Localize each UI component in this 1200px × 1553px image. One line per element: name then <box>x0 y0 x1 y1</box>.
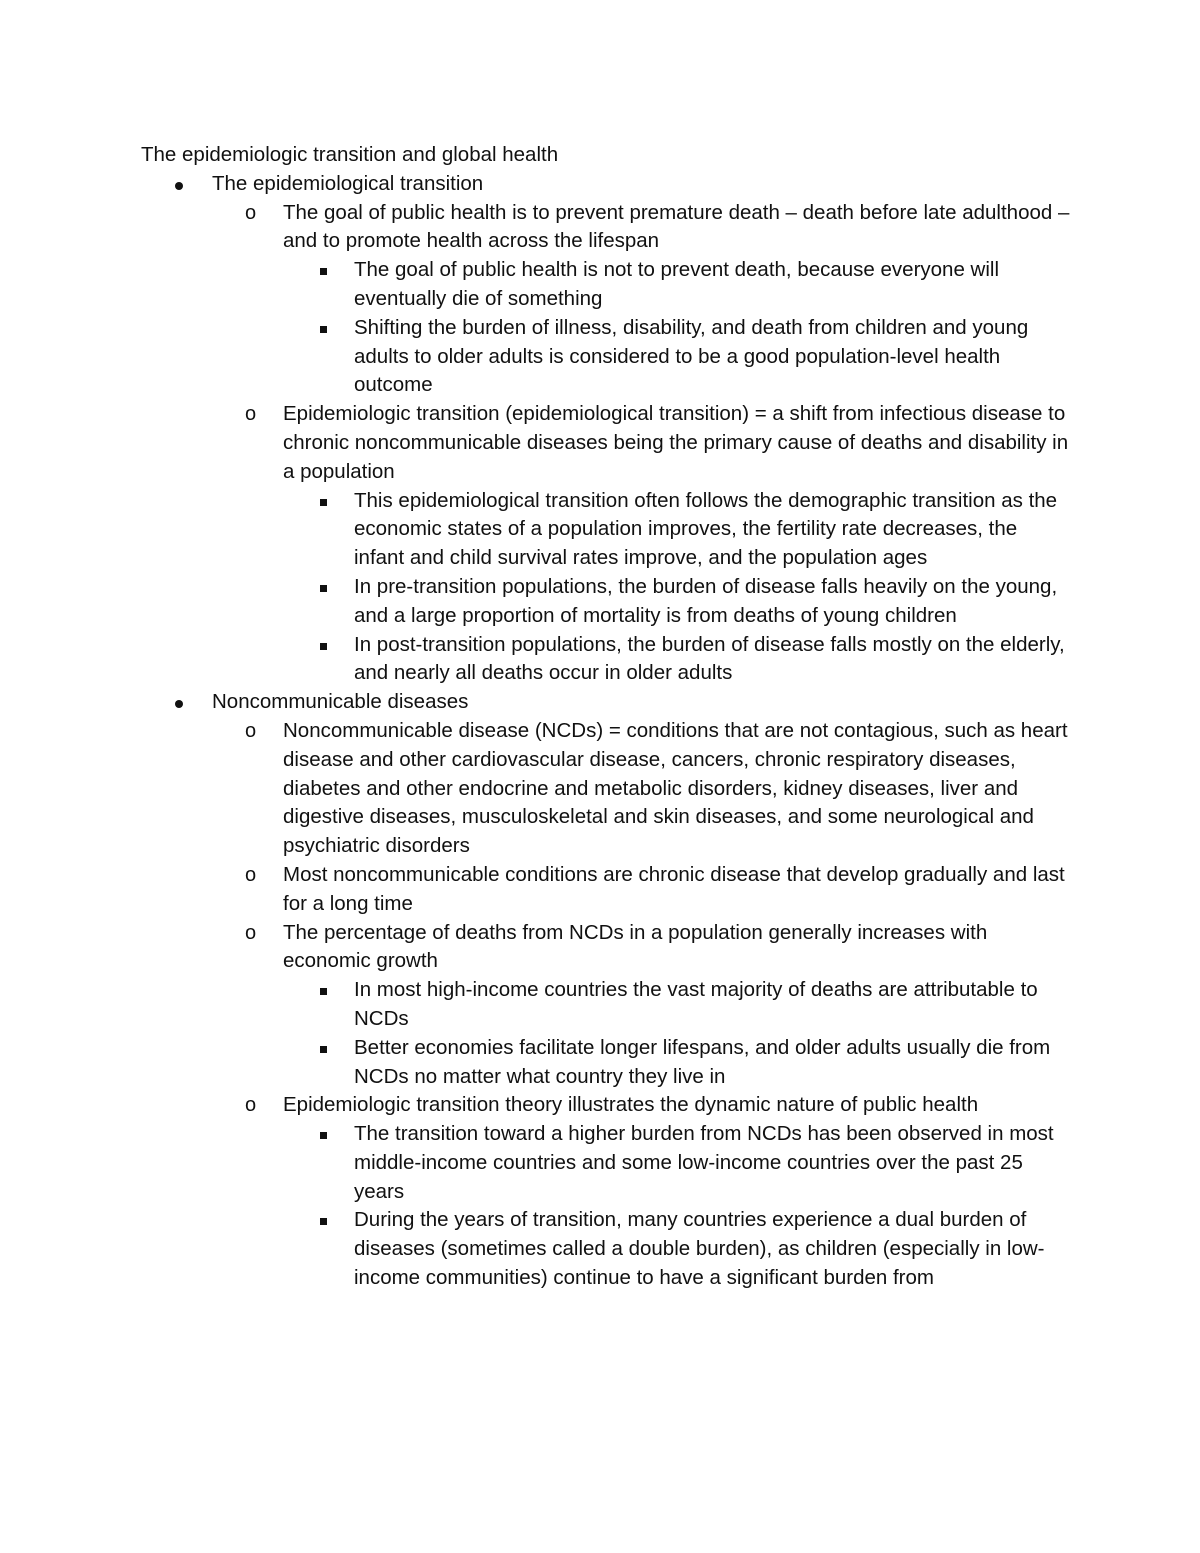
point-item <box>212 717 1071 861</box>
circle-bullet-icon: o <box>245 863 257 886</box>
point-list <box>212 717 1071 1293</box>
subpoint-item <box>283 1034 1071 1092</box>
section-list <box>141 170 1071 1293</box>
subpoint-item <box>283 631 1071 689</box>
point-text: Epidemiologic transition theory illustrates the dynamic nature of public health <box>283 1093 979 1117</box>
point-text: Epidemiologic transition (epidemiological transition) = a shift from infectious disease to chronic noncommunicable diseases being the primary cause of deaths and disability in a population <box>283 402 1069 483</box>
subpoint-item <box>283 1206 1071 1292</box>
subpoint-text: This epidemiological transition often follows the demographic transition as the economic states of a population improves, the fertility rate decreases, the infant and child survival rates improve, and the population ages <box>354 488 1058 570</box>
square-bullet-icon <box>320 268 327 275</box>
section-heading: The epidemiological transition <box>212 171 484 195</box>
square-bullet-icon <box>320 326 327 333</box>
circle-bullet-icon: o <box>245 403 257 426</box>
subpoint-list <box>283 487 1071 689</box>
subpoint-text: In pre-transition populations, the burden of disease falls heavily on the young, and a large proportion of mortality is from deaths of young children <box>354 574 1058 627</box>
subpoint-text: Shifting the burden of illness, disability, and death from children and young adults to older adults is considered to be a good population-level health outcome <box>354 315 1029 397</box>
subpoint-text: The goal of public health is not to prevent death, because everyone will eventually die of something <box>354 258 1000 310</box>
circle-bullet-icon: o <box>245 921 257 944</box>
section-heading: Noncommunicable diseases <box>212 690 469 714</box>
circle-bullet-icon: o <box>245 719 257 742</box>
subpoint-item <box>283 976 1071 1034</box>
subpoint-text: During the years of transition, many countries experience a dual burden of diseases (sometimes called a double burden), as children (especially in low-income communities) continue to have a significant burden from <box>354 1208 1045 1290</box>
subpoint-text: In post-transition populations, the burden of disease falls mostly on the elderly, and nearly all deaths occur in older adults <box>354 632 1065 685</box>
square-bullet-icon <box>320 1218 327 1225</box>
point-text: The percentage of deaths from NCDs in a population generally increases with economic growth <box>283 920 988 973</box>
point-item <box>212 919 1071 1092</box>
circle-bullet-icon: o <box>245 1094 257 1117</box>
circle-bullet-icon: o <box>245 201 257 224</box>
document-body <box>141 141 1071 1293</box>
subpoint-item <box>283 573 1071 631</box>
point-item <box>212 1091 1071 1293</box>
square-bullet-icon <box>320 499 327 506</box>
section-item <box>141 688 1071 1293</box>
point-item <box>212 400 1071 688</box>
subpoint-list <box>283 1120 1071 1293</box>
point-item <box>212 199 1071 401</box>
subpoint-list <box>283 976 1071 1091</box>
document-title: The epidemiologic transition and global health <box>141 143 559 166</box>
square-bullet-icon <box>320 643 327 650</box>
point-text: Noncommunicable disease (NCDs) = conditions that are not contagious, such as heart disease and other cardiovascular disease, cancers, chronic respiratory diseases, diabetes and other endocrine and metabolic disorders, kidney diseases, liver and digestive diseases, musculoskeletal and skin diseases, and some neurological and psychiatric disorders <box>283 718 1068 858</box>
disc-bullet-icon <box>175 182 183 190</box>
point-item <box>212 861 1071 919</box>
point-text: The goal of public health is to prevent premature death – death before late adulthood – and to promote health across the lifespan <box>283 200 1070 253</box>
subpoint-text: Better economies facilitate longer lifespans, and older adults usually die from NCDs no matter what country they live in <box>354 1035 1051 1088</box>
square-bullet-icon <box>320 585 327 592</box>
square-bullet-icon <box>320 1046 327 1053</box>
square-bullet-icon <box>320 988 327 995</box>
subpoint-item <box>283 1120 1071 1206</box>
point-list <box>212 199 1071 689</box>
subpoint-text: The transition toward a higher burden from NCDs has been observed in most middle-income countries and some low-income countries over the past 25 years <box>354 1122 1054 1203</box>
section-item <box>141 170 1071 688</box>
point-text: Most noncommunicable conditions are chronic disease that develop gradually and last for a long time <box>283 862 1065 915</box>
subpoint-item <box>283 314 1071 400</box>
disc-bullet-icon <box>175 700 183 708</box>
subpoint-item <box>283 487 1071 573</box>
subpoint-list <box>283 256 1071 400</box>
subpoint-text: In most high-income countries the vast majority of deaths are attributable to NCDs <box>354 978 1038 1030</box>
square-bullet-icon <box>320 1132 327 1139</box>
subpoint-item <box>283 256 1071 314</box>
